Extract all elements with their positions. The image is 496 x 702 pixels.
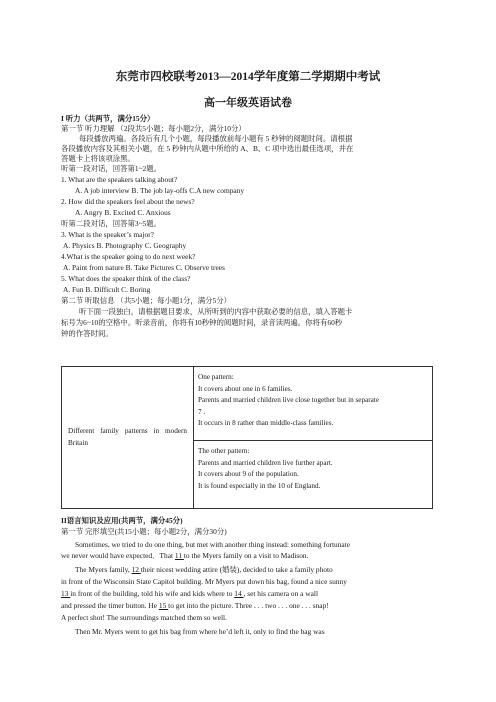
passage-text: in front of the building, told his wife and kids where to: [70, 589, 235, 598]
table-row-label: Different family patterns in modern Britain: [62, 367, 194, 509]
other-pattern-cell: [194, 441, 433, 509]
table-row: [62, 367, 433, 441]
question-1: 1. What are the speakers talking about?: [61, 175, 178, 184]
one-pattern-heading: One pattern:: [198, 373, 234, 381]
one-pattern-line4: It occurs in 8 rather than middle-class families.: [198, 419, 334, 427]
question-1-options: A. A job interview B. The job lay-offs C.A new company: [75, 186, 245, 195]
passage-text: , set his camera on a wall: [243, 589, 319, 598]
one-pattern-line2: Parents and married children live close together but in separate: [198, 396, 380, 404]
blank-15: 15: [158, 601, 169, 610]
section2-instruction-line2: 标号为6~10的空格中。听录音前，你将有10秒钟的阅题时间，录音读两遍。你将有60秒: [61, 318, 343, 327]
question-3: 3. What is the speaker’s major?: [61, 230, 154, 239]
passage-line: Sometimes, we tried to do one thing, but met with another thing instead: something fortunate: [75, 540, 351, 549]
listening-section2-title: 第二节 听取信息 （共5小题；每小题1分，满分5分）: [61, 296, 231, 305]
passage-line: Then Mr. Myers went to get his bag from where he’d left it, only to find the bag was: [75, 627, 325, 636]
other-pattern-heading: The other pattern:: [198, 447, 250, 455]
question-5-options: A. Fun B. Difficult C. Boring: [63, 285, 151, 294]
question-4-options: A. Paint from nature B. Take Pictures C. Observe trees: [63, 263, 225, 272]
exam-subtitle: 高一年级英语试卷: [204, 97, 292, 109]
one-pattern-cell: [194, 367, 433, 441]
cloze-section-title: 第一节 完形填空(共15小题；每小题2分，满分30分): [61, 527, 227, 536]
dialog1-note: 听第一段对话，回答第1~2题。: [61, 164, 162, 173]
question-4: 4.What is the speaker going to do next week?: [61, 252, 196, 261]
family-patterns-table: [61, 366, 433, 509]
other-pattern-line1: Parents and married children live further apart.: [198, 458, 333, 467]
section2-instruction-line1: 听下面一段独白，请根据题目要求，从所听到的内容中获取必要的信息，填入答题卡: [79, 307, 353, 316]
blank-12: 12: [131, 565, 141, 574]
passage-line: in front of the Wisconsin State Capitol building. Mr Myers put down his bag, found a nice sunny: [61, 577, 347, 586]
passage-line: [61, 589, 318, 599]
exam-title: 东莞市四校联考2013—2014学年度第二学期期中考试: [115, 71, 381, 83]
passage-text: and pressed the timer button. He: [61, 601, 159, 610]
section1-instruction-line1: 每段播放两遍。各段后有几个小题，每段播放前每小题有 5 秒钟的阅题时间。请根据: [79, 134, 353, 143]
question-2: 2. How did the speakers feel about the news?: [61, 197, 195, 206]
passage-line: [61, 551, 308, 561]
one-pattern-line1: It covers about one in 6 families.: [198, 384, 293, 393]
other-pattern-line3: It is found especially in the 10 of England.: [198, 481, 321, 490]
question-3-options: A. Physics B. Photography C. Geography: [63, 241, 187, 250]
passage-text: to get into the picture. Three . . . two . . . one . . . snap!: [168, 601, 329, 610]
part1-heading: I 听力（共两节，满分15分）: [61, 114, 155, 123]
passage-line: [75, 565, 333, 575]
part2-heading: II语言知识及应用(共两节，满分45分): [61, 516, 183, 525]
section1-instruction-line3: 答题卡上将该项涂黑。: [61, 154, 135, 163]
blank-13: 13: [61, 589, 71, 598]
section1-instruction-line2: 各段播放内容及其相关小题，在 5 秒钟内从题中所给的 A、B、C 项中选出最佳选项，并在: [61, 144, 354, 153]
blank-14: 14: [234, 589, 244, 598]
blank-11: 11: [174, 551, 184, 560]
passage-line: [61, 601, 329, 611]
passage-text: The Myers family,: [75, 565, 132, 574]
passage-line: A perfect shot! The surroundings matched them so well.: [61, 613, 227, 622]
dialog2-note: 听第二段对话，回答第3~5题。: [61, 219, 162, 228]
other-pattern-line2: It covers about 9 of the population.: [198, 470, 299, 478]
passage-text: we never would have expected．That: [61, 551, 175, 560]
listening-section1-title: 第一节 听力理解 （2段共5小题；每小题2分，满分10分）: [61, 124, 246, 133]
section2-instruction-line3: 钟的作答时间。: [61, 329, 113, 338]
passage-text: to the Myers family on a visit to Madison.: [183, 551, 309, 560]
question-5: 5. What does the speaker think of the class?: [61, 274, 191, 283]
question-2-options: A. Angry B. Excited C. Anxious: [75, 208, 171, 217]
passage-text: their nicest wedding attire (婚装), decided to take a family photo: [140, 565, 333, 574]
one-pattern-line3: 7 .: [198, 407, 206, 416]
